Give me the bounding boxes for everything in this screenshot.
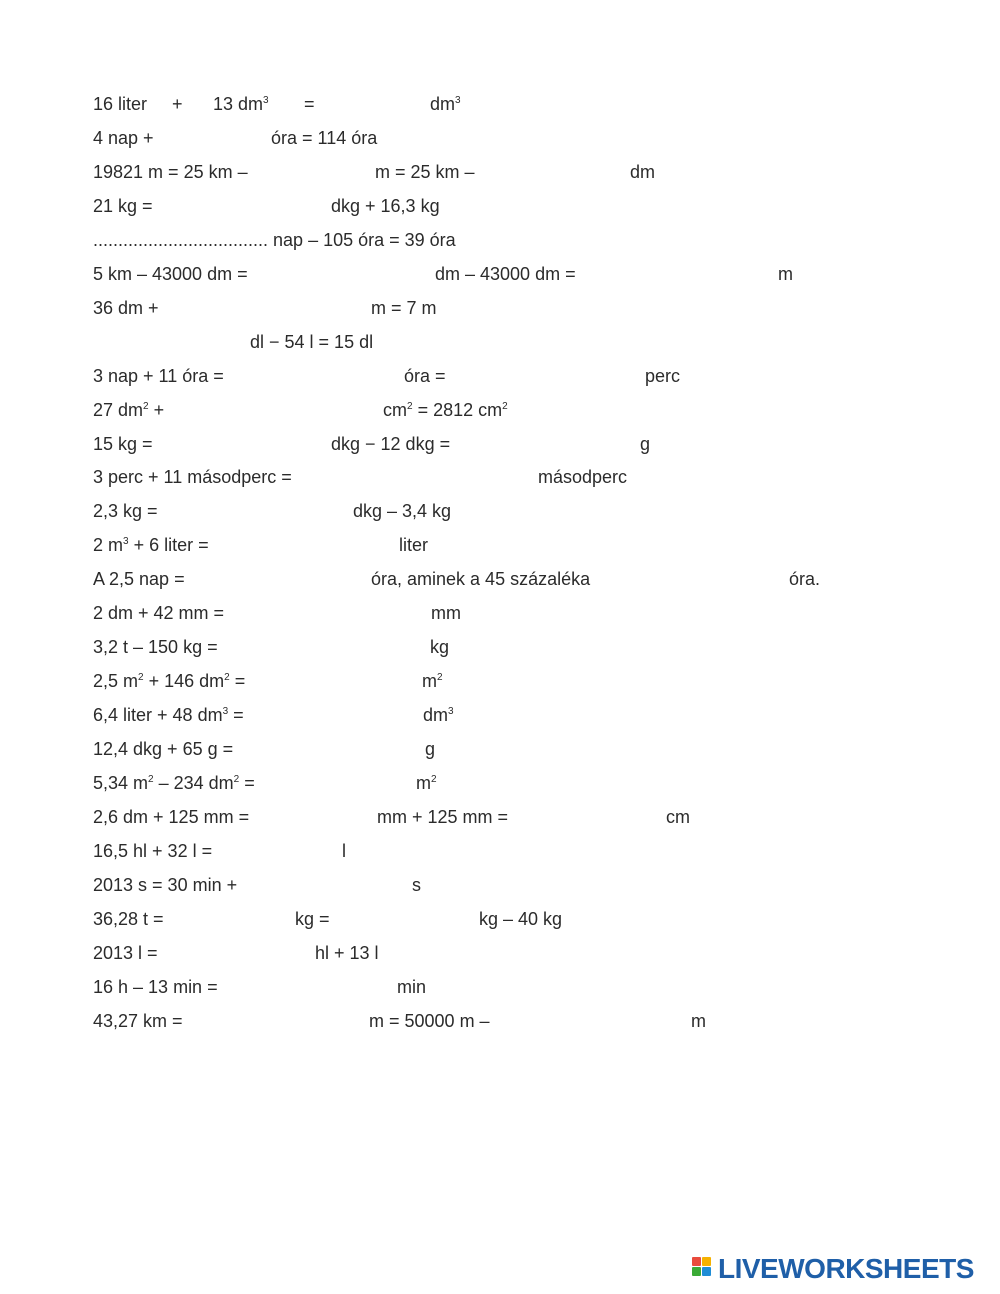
row-8-text-1: dl − 54 l = 15 dl: [250, 332, 374, 352]
liveworksheets-logo: [692, 1253, 974, 1285]
row-9-text-3: perc: [645, 366, 681, 386]
row-1-text-3: 13 $dm^3$: [213, 94, 269, 114]
row-12-text-1: 3 perc + 11 másodperc =: [93, 467, 292, 487]
row-25-text-2: kg =: [295, 909, 330, 929]
row-18-text-2: $m^2$: [422, 671, 443, 691]
row-20-text-1: 12,4 dkg + 65 g =: [93, 739, 234, 759]
row-21-text-2: $m^2$: [416, 773, 437, 793]
row-14-text-2: liter: [399, 535, 429, 555]
row-11-text-2: dkg − 12 dkg =: [331, 434, 451, 454]
row-6-text-1: 5 km – 43000 dm =: [93, 264, 248, 284]
row-25-text-3: kg – 40 kg: [479, 909, 563, 929]
row-22-text-3: cm: [666, 807, 690, 827]
row-4-text-1: 21 kg =: [93, 196, 153, 216]
row-28-text-1: 43,27 km =: [93, 1011, 183, 1031]
row-1-text-2: +: [172, 94, 183, 114]
row-1-text-4: =: [304, 94, 315, 114]
row-10-text-2: $cm^2 = 2812$ $cm^2$: [383, 400, 508, 420]
logo-blocks-icon: [692, 1257, 716, 1281]
row-24-text-1: 2013 s = 30 min +: [93, 875, 238, 895]
row-28-text-2: m = 50000 m –: [369, 1011, 490, 1031]
row-3-text-1: 19821 m = 25 km –: [93, 162, 248, 182]
row-1-text-1: 16 liter: [93, 94, 148, 114]
row-9-text-2: óra =: [404, 366, 446, 386]
row-13-text-1: 2,3 kg =: [93, 501, 158, 521]
row-15-text-2: óra, aminek a 45 százaléka: [371, 569, 591, 589]
row-16-text-2: mm: [431, 603, 461, 623]
row-14-text-1: 2 $m^3 + 6$ liter =: [93, 535, 209, 555]
row-22-text-1: 2,6 dm + 125 mm =: [93, 807, 250, 827]
row-22-text-2: mm + 125 mm =: [377, 807, 509, 827]
row-27-text-1: 16 h – 13 min =: [93, 977, 218, 997]
row-2-text-1: 4 nap +: [93, 128, 154, 148]
row-19-text-1: 6,4 liter + 48 $dm^3$ =: [93, 705, 244, 725]
row-7-text-1: 36 dm +: [93, 298, 159, 318]
row-6-text-3: m: [778, 264, 793, 284]
row-4-text-2: dkg + 16,3 kg: [331, 196, 440, 216]
row-10-text-1: 27 $dm^2$ +: [93, 400, 165, 420]
logo-text: LIVEWORKSHEETS: [718, 1253, 974, 1284]
row-26-text-2: hl + 13 l: [315, 943, 379, 963]
row-16-text-1: 2 dm + 42 mm =: [93, 603, 225, 623]
row-27-text-2: min: [397, 977, 427, 997]
row-19-text-2: $dm^3$: [423, 705, 454, 725]
row-23-text-2: l: [342, 841, 346, 861]
row-7-text-2: m = 7 m: [371, 298, 437, 318]
row-13-text-2: dkg – 3,4 kg: [353, 501, 452, 521]
row-15-text-1: A 2,5 nap =: [93, 569, 185, 589]
row-17-text-1: 3,2 t – 150 kg =: [93, 637, 218, 657]
row-6-text-2: dm – 43000 dm =: [435, 264, 576, 284]
row-23-text-1: 16,5 hl + 32 l =: [93, 841, 213, 861]
row-3-text-3: dm: [630, 162, 656, 182]
row-25-text-1: 36,28 t =: [93, 909, 164, 929]
row-24-text-2: s: [412, 875, 421, 895]
row-28-text-3: m: [691, 1011, 706, 1031]
row-2-text-2: óra = 114 óra: [271, 128, 378, 148]
row-11-text-1: 15 kg =: [93, 434, 153, 454]
row-18-text-1: 2,5 $m^2 + 146$ $dm^2$ =: [93, 671, 246, 691]
row-20-text-2: g: [425, 739, 436, 759]
row-15-text-3: óra.: [789, 569, 821, 589]
row-1-text-5: $dm^3$: [430, 94, 461, 114]
row-11-text-3: g: [640, 434, 651, 454]
row-26-text-1: 2013 l =: [93, 943, 158, 963]
row-12-text-2: másodperc: [538, 467, 628, 487]
row-5-text-1: ................................... nap – 105 óra = 39 óra: [93, 230, 456, 250]
row-9-text-1: 3 nap + 11 óra =: [93, 366, 224, 386]
row-21-text-1: 5,34 $m^2 - 234$ $dm^2$ =: [93, 773, 255, 793]
row-3-text-2: m = 25 km –: [375, 162, 475, 182]
row-17-text-2: kg: [430, 637, 450, 657]
